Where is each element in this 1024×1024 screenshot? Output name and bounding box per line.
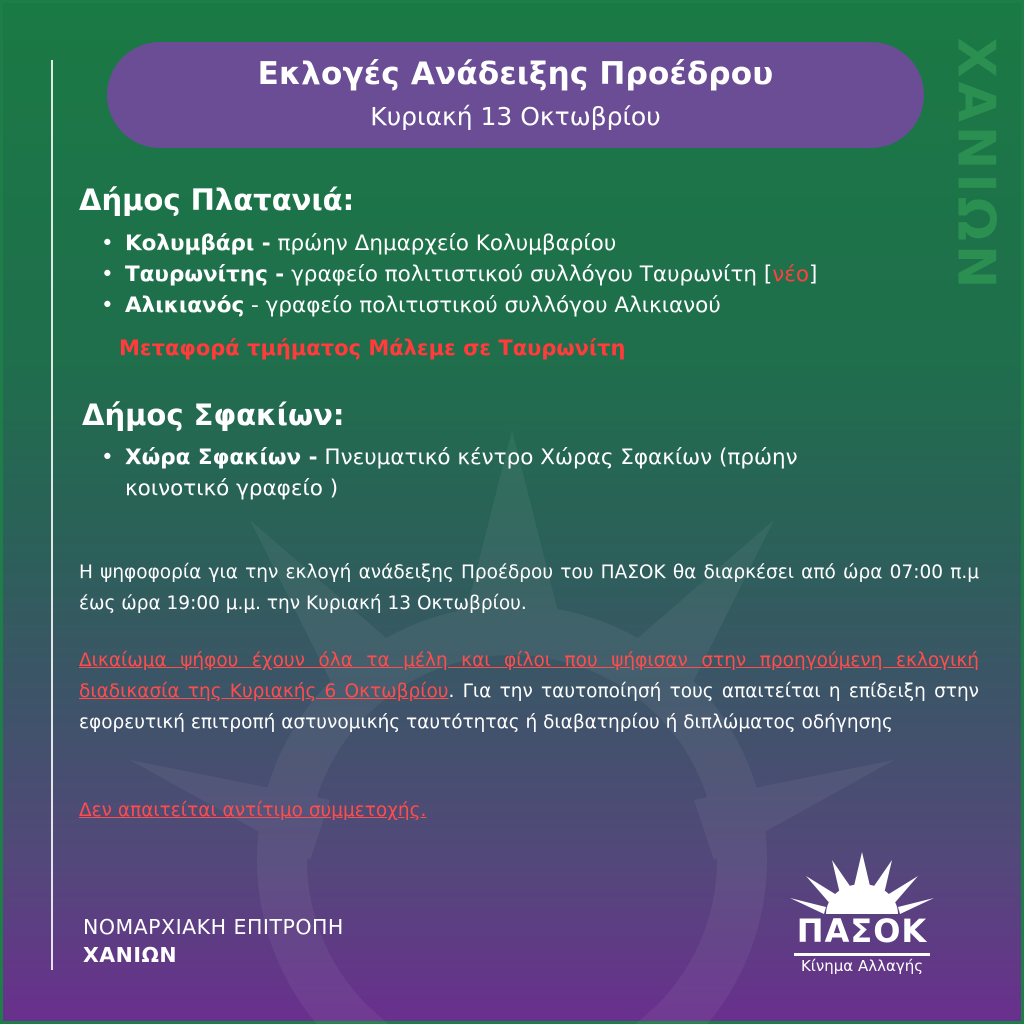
sun-logo-icon [782,852,942,914]
platania-places-list [101,228,941,321]
list-item [101,290,941,321]
place-location: γραφείο πολιτιστικού συλλόγου Ταυρωνίτη [ [284,262,773,287]
logo-underline [794,953,930,956]
fee-note: Δεν απαιτείται αντίτιμο συμμετοχής. [79,800,427,821]
committee-label [83,913,344,969]
list-item [101,228,941,259]
logo-tagline: Κίνημα Αλλαγής [800,957,924,975]
page-title: Εκλογές Ανάδειξης Προέδρου [257,56,774,92]
committee-line-1: ΝΟΜΑΡΧΙΑΚΗ ΕΠΙΤΡΟΠΗ [83,915,344,939]
list-item [101,442,891,504]
place-location: πρώην Δημαρχείο Κολυμβαρίου [270,231,617,256]
logo-brand: ΠΑΣΟΚ [796,912,928,950]
section-title-sfakia: Δήμος Σφακίων: [82,398,345,432]
left-divider-line [51,60,53,970]
place-name: Κολυμβάρι - [125,231,271,256]
new-badge: νέο [772,262,810,287]
title-banner [107,42,924,148]
place-name: Αλικιανός [125,293,245,318]
eligibility-rest: . Για την ταυτοποίησή τους απαιτείται η επίδειξη στην εφορευτική επιτροπή αστυνομικής ταυτότητας ή διαβατηρίου ή διπλώματος οδήγησης [79,681,979,733]
pasok-logo [782,852,942,982]
fee-note-wrap [79,795,979,826]
voting-hours-text: Η ψηφοφορία για την εκλογή ανάδειξης Προέδρου του ΠΑΣΟΚ θα διαρκέσει από ώρα 07:00 π.μ έως ώρα 19:00 μ.μ. την Κυριακή 13 Οκτωβρίου. [79,562,979,614]
place-location: Πνευματικό κέντρο Χώρας Σφακίων (πρώην κοινοτικό γραφείο ) [125,445,798,501]
badge-bracket: ] [809,262,818,287]
side-label-text: ΧΑΝΙΩΝ [945,37,1005,293]
section-title-platania: Δήμος Πλατανιά: [79,183,355,217]
place-location: - γραφείο πολιτιστικού συλλόγου Αλικιανού [244,293,721,318]
place-name: Χώρα Σφακίων - [125,445,318,470]
page-subtitle: Κυριακή 13 Οκτωβρίου [370,102,661,131]
committee-line-2: ΧΑΝΙΩΝ [83,943,178,967]
eligibility-text [79,645,979,738]
list-item [101,259,941,290]
eligibility-highlight: Δικαίωμα ψήφου έχουν όλα τα μέλη και φίλοι που ψήφισαν στην προηγούμενη εκλογική διαδικασία της Κυριακής 6 Οκτωβρίου [79,650,979,702]
place-name: Ταυρωνίτης - [125,262,285,287]
sfakia-places-list [101,442,891,504]
relocation-notice: Μεταφορά τμήματος Μάλεμε σε Ταυρωνίτη [119,336,626,360]
